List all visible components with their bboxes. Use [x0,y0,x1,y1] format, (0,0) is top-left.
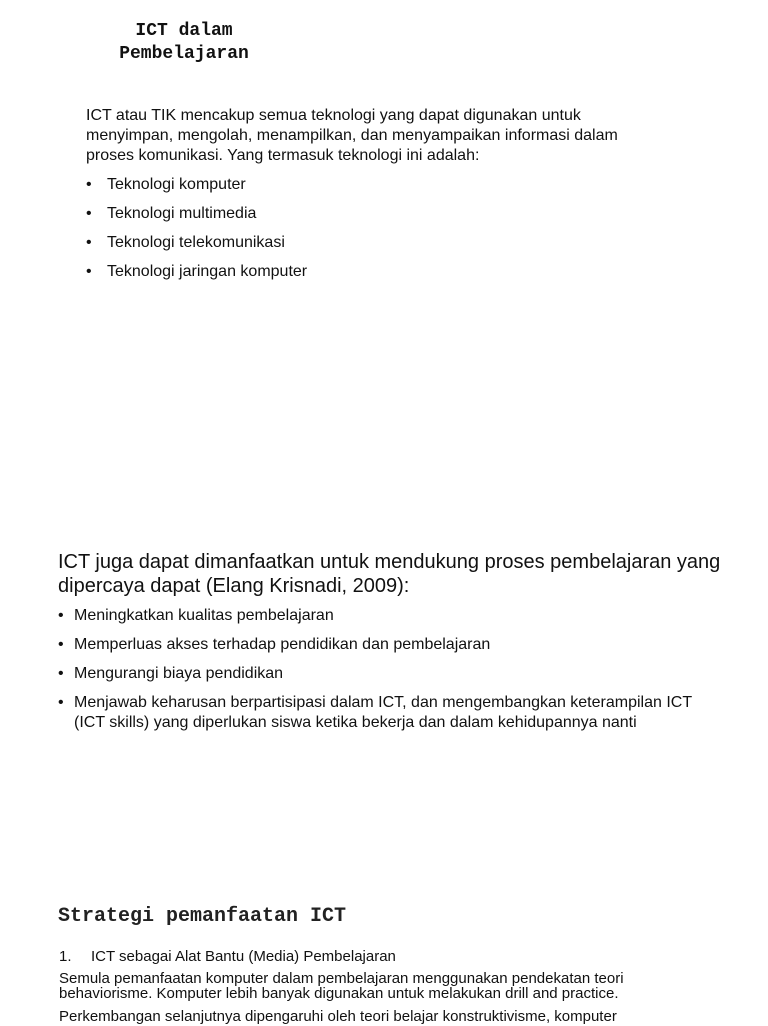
list-item-text: Teknologi telekomunikasi [107,234,285,251]
list-item [58,606,698,626]
list-item-text: Memperluas akses terhadap pendidikan dan pembelajaran [74,636,491,653]
list-item [58,664,698,684]
list-item-text: Teknologi jaringan komputer [107,263,308,280]
list-item [58,635,698,655]
item-text: ICT sebagai Alat Bantu (Media) Pembelajaran [91,948,396,965]
list-item [86,261,646,290]
benefits-lead-paragraph: ICT juga dapat dimanfaatkan untuk mendukung proses pembelajaran yang dipercaya dapat (Elang Krisnadi, 2009): [58,551,721,597]
bullet-icon: • [58,694,64,711]
list-item-text: Mengurangi biaya pendidikan [74,665,284,682]
page-title [84,20,284,66]
list-item [86,174,646,203]
benefits-list [58,606,698,742]
bullet-icon: • [58,665,64,682]
list-item-text: Menjawab keharusan berpartisipasi dalam ICT, dan mengembangkan keterampilan ICT (ICT skills) yang diperlukan siswa ketika bekerja dan dalam kehidupannya nanti [74,694,692,731]
bullet-icon: • [86,205,92,222]
bullet-icon: • [86,263,92,280]
strategy-paragraph: Semula pemanfaatan komputer dalam pembelajaran menggunakan pendekatan teori behaviorisme. Komputer lebih banyak digunakan untuk melakukan drill and practice. [59,970,624,1002]
list-item-text: Meningkatkan kualitas pembelajaran [74,607,334,624]
list-item [86,232,646,261]
bullet-icon: • [86,176,92,193]
strategy-paragraph-continued: Perkembangan selanjutnya dipengaruhi oleh teori belajar konstruktivisme, komputer [59,1008,617,1025]
page-title-line-2: Pembelajaran [119,44,249,64]
list-item-text: Teknologi komputer [107,176,246,193]
numbered-item [59,948,396,966]
bullet-icon: • [58,607,64,624]
list-item-text: Teknologi multimedia [107,205,257,222]
page-title-line-1: ICT dalam [135,21,233,41]
item-number: 1. [59,948,72,965]
intro-paragraph: ICT atau TIK mencakup semua teknologi yang dapat digunakan untuk menyimpan, mengolah, menampilkan, dan menyampaikan informasi dalam proses komunikasi. Yang termasuk teknologi ini adalah: [86,107,618,164]
strategy-heading: Strategi pemanfaatan ICT [58,905,347,928]
list-item [86,203,646,232]
technology-list [86,174,646,290]
bullet-icon: • [86,234,92,251]
list-item [58,693,698,733]
bullet-icon: • [58,636,64,653]
